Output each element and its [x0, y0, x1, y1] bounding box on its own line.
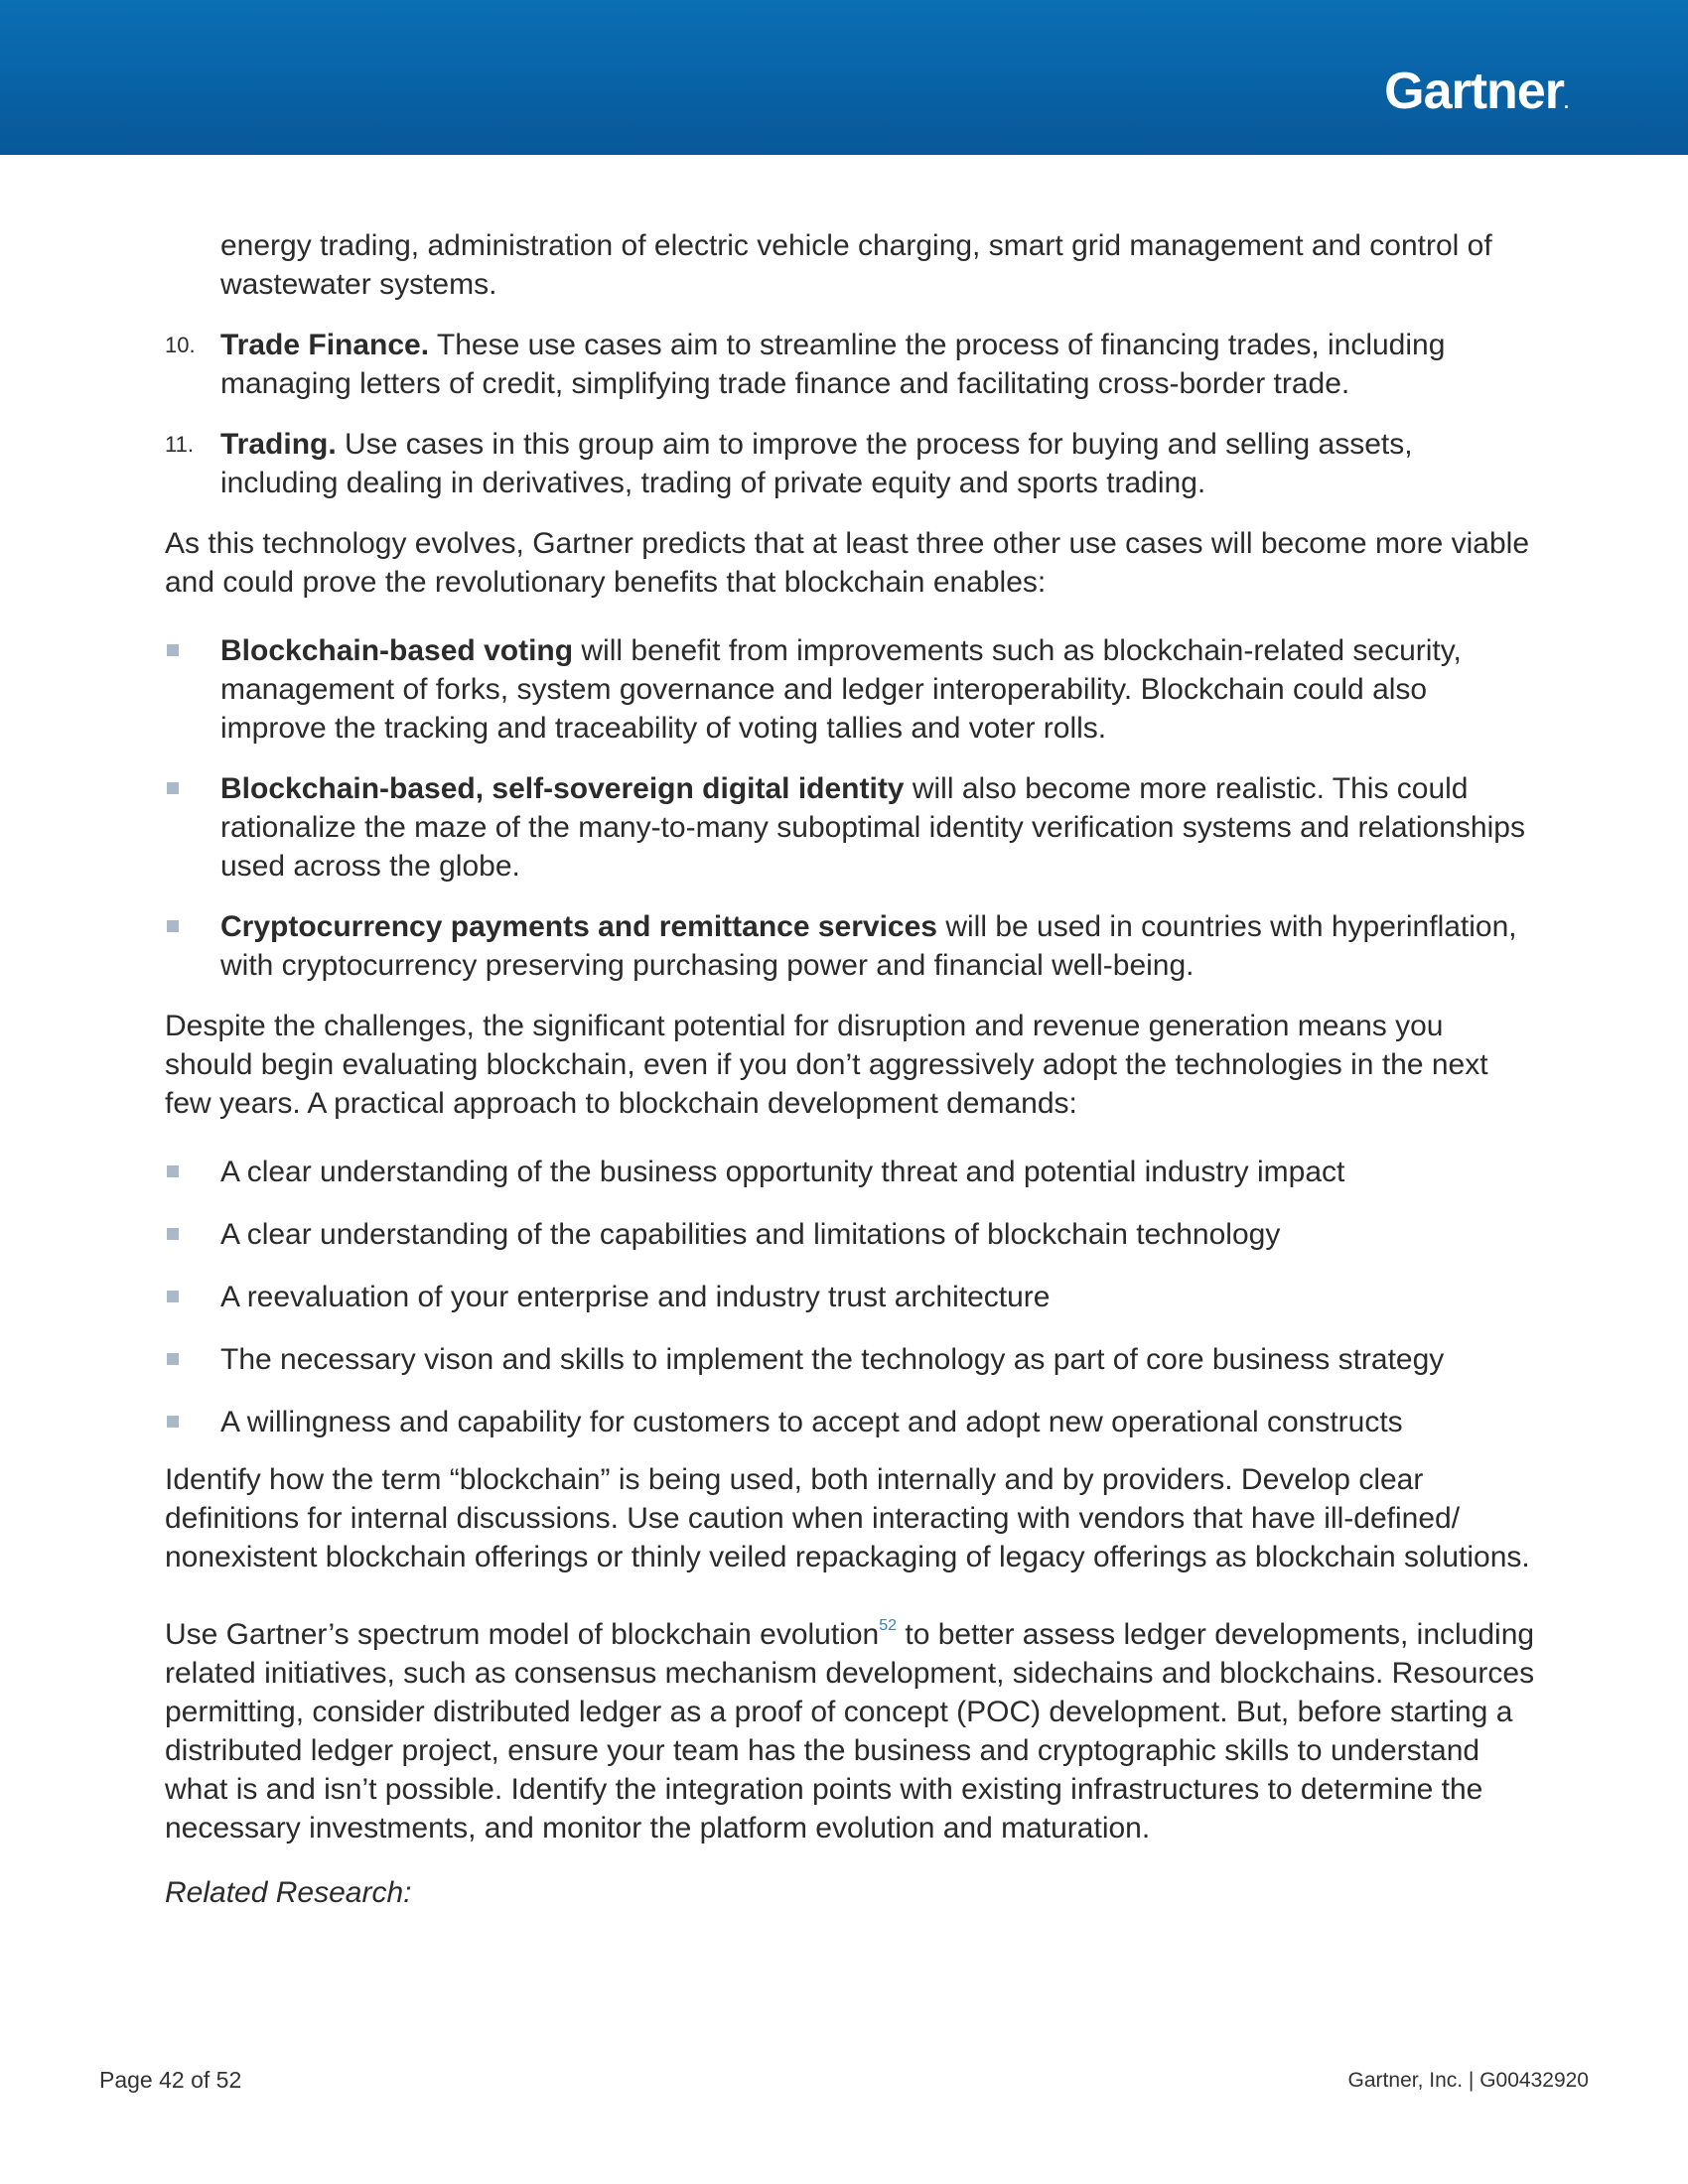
item-text: A clear understanding of the business opportunity threat and potential industry impact [220, 1156, 1345, 1188]
bullet-icon [167, 920, 179, 932]
item-text: will be used in countries with hyperinflation, with cryptocurrency preserving purchasing power and financial well-being. [220, 910, 1517, 982]
bullet-item [165, 907, 1535, 985]
paragraph: Use Gartner’s spectrum model of blockchain evolution$^{52}$ to better assess ledger developments, including related initiatives, such as consensus mechanism development, sidechains and blockchains. Resources permitting, consider distributed ledger as a proof of concept (POC) development. But, before starting a distributed ledger project, ensure your team has the business and cryptographic skills to understand what is and isn’t possible. Identify the integration points with existing infrastructures to determine the necessary investments, and monitor the platform evolution and maturation. [165, 1617, 1535, 1844]
bullet-item [165, 1215, 1535, 1254]
paragraph: Despite the challenges, the significant potential for disruption and revenue generation means you should begin evaluating blockchain, even if you don’t aggressively adopt the technologies in the next few years. A practical approach to blockchain development demands: [165, 1010, 1488, 1120]
paragraph: As this technology evolves, Gartner predicts that at least three other use cases will become more viable and could prove the revolutionary benefits that blockchain enables: [165, 527, 1530, 599]
item-title: Blockchain-based voting [220, 634, 574, 667]
footnote-link[interactable]: 52 [879, 1617, 898, 1634]
item-text: A willingness and capability for customers to accept and adopt new operational constructs [220, 1406, 1403, 1438]
item-title: Trading. [220, 428, 337, 461]
page-number: Page 42 of 52 [99, 2067, 242, 2093]
item-title: Blockchain-based, self-sovereign digital identity [220, 772, 905, 805]
item-text: A reevaluation of your enterprise and industry trust architecture [220, 1281, 1051, 1313]
bullet-item [165, 631, 1535, 748]
bullet-icon [167, 1353, 179, 1365]
related-research-heading: Related Research: [165, 1876, 412, 1909]
item-text: These use cases aim to streamline the process of financing trades, including managing letters of credit, simplifying trade finance and facilitating cross-border trade. [220, 329, 1446, 400]
item-title: Cryptocurrency payments and remittance services [220, 910, 937, 943]
bullet-item [165, 1278, 1535, 1316]
document-body [165, 226, 1535, 1912]
bullet-item [165, 769, 1535, 886]
numbered-item [165, 425, 1535, 502]
bullet-icon [167, 1165, 179, 1177]
item-text: will benefit from improvements such as blockchain-related security, management of forks, system governance and ledger interoperability. Blockchain could also improve the tracking and traceability of voting tallies and voter rolls. [220, 634, 1462, 745]
item-text: will also become more realistic. This could rationalize the maze of the many-to-many suboptimal identity verification systems and relationships used across the globe. [220, 772, 1525, 883]
bullet-icon [167, 644, 179, 656]
bullet-item [165, 1340, 1535, 1379]
item-title: Trade Finance. [220, 329, 430, 361]
bullet-icon [167, 1228, 179, 1240]
item-text: Use cases in this group aim to improve the process for buying and selling assets, including dealing in derivatives, trading of private equity and sports trading. [220, 428, 1413, 499]
bullet-icon [167, 782, 179, 794]
item-text: A clear understanding of the capabilities and limitations of blockchain technology [220, 1218, 1281, 1251]
bullet-item [165, 1153, 1535, 1191]
continued-text: energy trading, administration of electric vehicle charging, smart grid management and control of wastewater systems. [220, 229, 1492, 301]
list-number: 11. [165, 432, 194, 457]
page-footer [0, 2067, 1688, 2097]
item-text: The necessary vison and skills to implement the technology as part of core business strategy [220, 1343, 1445, 1376]
paragraph: Identify how the term “blockchain” is being used, both internally and by providers. Develop clear definitions for internal discussions. Use caution when interacting with vendors that have ill-defined/ nonexistent blockchain offerings or thinly veiled repackaging of legacy offerings as blockchain solutions. [165, 1463, 1530, 1573]
bullet-icon [167, 1291, 179, 1302]
document-id: Gartner, Inc. | G00432920 [1347, 2069, 1589, 2092]
page-header [0, 0, 1688, 155]
bullet-icon [167, 1416, 179, 1428]
gartner-logo: Gartner. [1384, 63, 1569, 120]
numbered-item [165, 326, 1535, 403]
list-number: 10. [165, 333, 196, 357]
bullet-item [165, 1403, 1535, 1441]
